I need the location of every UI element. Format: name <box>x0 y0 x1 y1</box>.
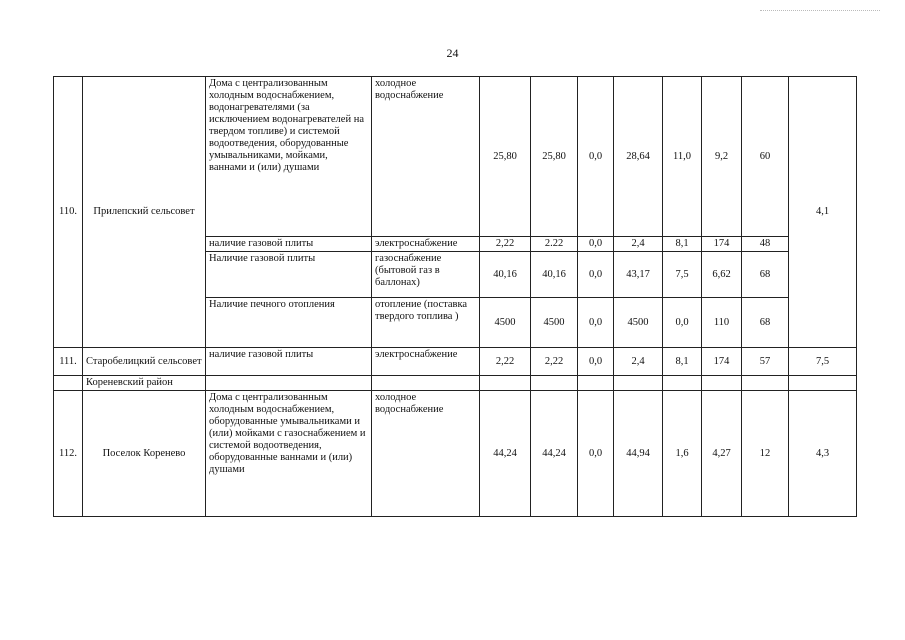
row-number: 112. <box>54 391 83 517</box>
service-type: электроснабжение <box>372 348 480 376</box>
value-cell: 0,0 <box>578 237 614 252</box>
value-cell: 0,0 <box>578 391 614 517</box>
table-row <box>54 77 857 237</box>
total-cell: 4,3 <box>789 391 857 517</box>
housing-description: наличие газовой плиты <box>206 237 372 252</box>
housing-description: Дома с централизованным холодным водоснабжением, оборудованные умывальниками и (или) мойками с газоснабжением и системой водоотведения, оборудованные ваннами и (или) душами <box>206 391 372 517</box>
row-number: 111. <box>54 348 83 376</box>
value-cell: 2.22 <box>531 237 578 252</box>
value-cell: 44,24 <box>531 391 578 517</box>
value-cell: 110 <box>702 298 742 348</box>
value-cell: 43,17 <box>614 252 663 298</box>
value-cell: 2,22 <box>531 348 578 376</box>
value-cell: 9,2 <box>702 77 742 237</box>
area-name: Прилепский сельсовет <box>83 77 206 348</box>
value-cell: 1,6 <box>663 391 702 517</box>
area-name: Старобелицкий сельсовет <box>83 348 206 376</box>
total-cell: 4,1 <box>789 77 857 348</box>
value-cell: 25,80 <box>531 77 578 237</box>
value-cell: 68 <box>742 298 789 348</box>
row-number: 110. <box>54 77 83 348</box>
district-name: Кореневский район <box>83 376 206 391</box>
value-cell: 40,16 <box>531 252 578 298</box>
value-cell: 174 <box>702 237 742 252</box>
tariff-table <box>53 76 857 517</box>
value-cell: 2,4 <box>614 237 663 252</box>
value-cell: 2,22 <box>480 348 531 376</box>
value-cell: 12 <box>742 391 789 517</box>
scan-artifact <box>760 10 880 15</box>
value-cell: 4500 <box>614 298 663 348</box>
table-row <box>54 391 857 517</box>
value-cell: 40,16 <box>480 252 531 298</box>
table-row <box>54 348 857 376</box>
value-cell: 0,0 <box>578 348 614 376</box>
value-cell: 44,24 <box>480 391 531 517</box>
value-cell: 0,0 <box>663 298 702 348</box>
value-cell: 0,0 <box>578 252 614 298</box>
service-type: газоснабжение (бытовой газ в баллонах) <box>372 252 480 298</box>
value-cell: 68 <box>742 252 789 298</box>
value-cell: 44,94 <box>614 391 663 517</box>
value-cell: 174 <box>702 348 742 376</box>
value-cell: 8,1 <box>663 348 702 376</box>
value-cell: 28,64 <box>614 77 663 237</box>
value-cell: 4500 <box>480 298 531 348</box>
housing-description: Наличие печного отопления <box>206 298 372 348</box>
value-cell: 25,80 <box>480 77 531 237</box>
value-cell: 4500 <box>531 298 578 348</box>
value-cell: 2,4 <box>614 348 663 376</box>
district-row <box>54 376 857 391</box>
housing-description: Дома с централизованным холодным водоснабжением, водонагревателями (за исключением водонагревателей на твердом топливе) и системой водоотведения, оборудованные умывальниками, мойками, ваннами и (или) душами <box>206 77 372 237</box>
service-type: отопление (поставка твердого топлива ) <box>372 298 480 348</box>
page-number: 24 <box>446 46 459 60</box>
value-cell: 7,5 <box>663 252 702 298</box>
value-cell: 60 <box>742 77 789 237</box>
service-type: холодное водоснабжение <box>372 77 480 237</box>
value-cell: 2,22 <box>480 237 531 252</box>
value-cell: 6,62 <box>702 252 742 298</box>
service-type: холодное водоснабжение <box>372 391 480 517</box>
value-cell: 57 <box>742 348 789 376</box>
value-cell: 4,27 <box>702 391 742 517</box>
value-cell: 11,0 <box>663 77 702 237</box>
housing-description: Наличие газовой плиты <box>206 252 372 298</box>
total-cell: 7,5 <box>789 348 857 376</box>
value-cell: 0,0 <box>578 298 614 348</box>
value-cell: 0,0 <box>578 77 614 237</box>
value-cell: 48 <box>742 237 789 252</box>
area-name: Поселок Коренево <box>83 391 206 517</box>
housing-description: наличие газовой плиты <box>206 348 372 376</box>
value-cell: 8,1 <box>663 237 702 252</box>
service-type: электроснабжение <box>372 237 480 252</box>
